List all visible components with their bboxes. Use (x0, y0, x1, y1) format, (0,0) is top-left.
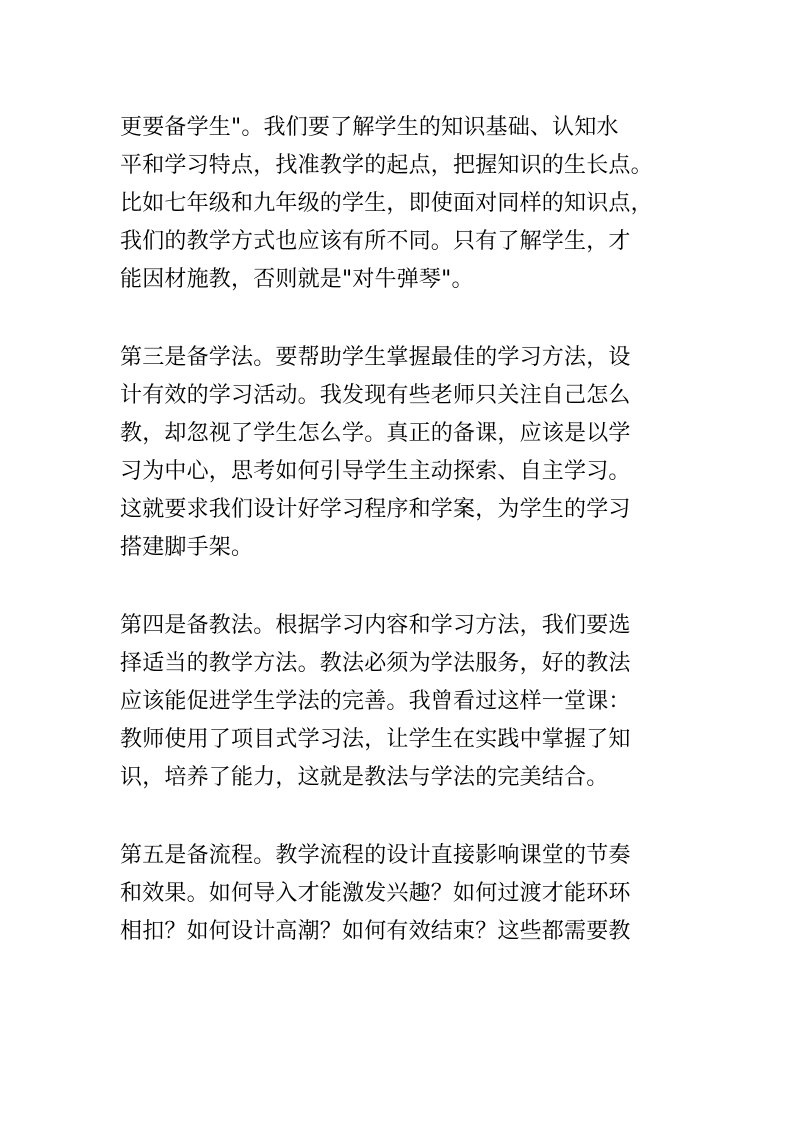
text-line: 我们的教学方式也应该有所不同。只有了解学生，才 (120, 229, 631, 254)
text-line: 和效果。如何导入才能激发兴趣？如何过渡才能环环 (120, 881, 631, 906)
text-line: 教师使用了项目式学习法，让学生在实践中掌握了知 (120, 727, 631, 752)
paragraph-prepare-process (120, 837, 690, 951)
text-line: 能因材施教，否则就是"对牛弹琴"。 (120, 267, 474, 292)
text-line: 比如七年级和九年级的学生，即使面对同样的知识点， (120, 191, 653, 216)
text-line: 搭建脚手架。 (120, 535, 254, 560)
paragraph-prepare-students (120, 109, 690, 299)
text-line: 习为中心，思考如何引导学生主动探索、自主学习。 (120, 459, 631, 484)
paragraph-prepare-learning-methods (120, 339, 690, 567)
text-line: 平和学习特点，找准教学的起点，把握知识的生长点。 (120, 153, 653, 178)
text-line: 第五是备流程。教学流程的设计直接影响课堂的节奏 (120, 843, 631, 868)
text-line: 更要备学生"。我们要了解学生的知识基础、认知水 (120, 115, 619, 140)
text-line: 择适当的教学方法。教法必须为学法服务，好的教法 (120, 651, 631, 676)
text-line: 计有效的学习活动。我发现有些老师只关注自己怎么 (120, 383, 631, 408)
text-line: 相扣？如何设计高潮？如何有效结束？这些都需要教 (120, 919, 631, 944)
text-line: 这就要求我们设计好学习程序和学案，为学生的学习 (120, 497, 631, 522)
text-line: 第三是备学法。要帮助学生掌握最佳的学习方法，设 (120, 345, 631, 370)
document-body (120, 109, 690, 991)
text-line: 应该能促进学生学法的完善。我曾看过这样一堂课： (120, 689, 631, 714)
text-line: 识，培养了能力，这就是教法与学法的完美结合。 (120, 765, 609, 790)
paragraph-prepare-teaching-methods (120, 607, 690, 797)
text-line: 教，却忽视了学生怎么学。真正的备课，应该是以学 (120, 421, 631, 446)
text-line: 第四是备教法。根据学习内容和学习方法，我们要选 (120, 613, 631, 638)
